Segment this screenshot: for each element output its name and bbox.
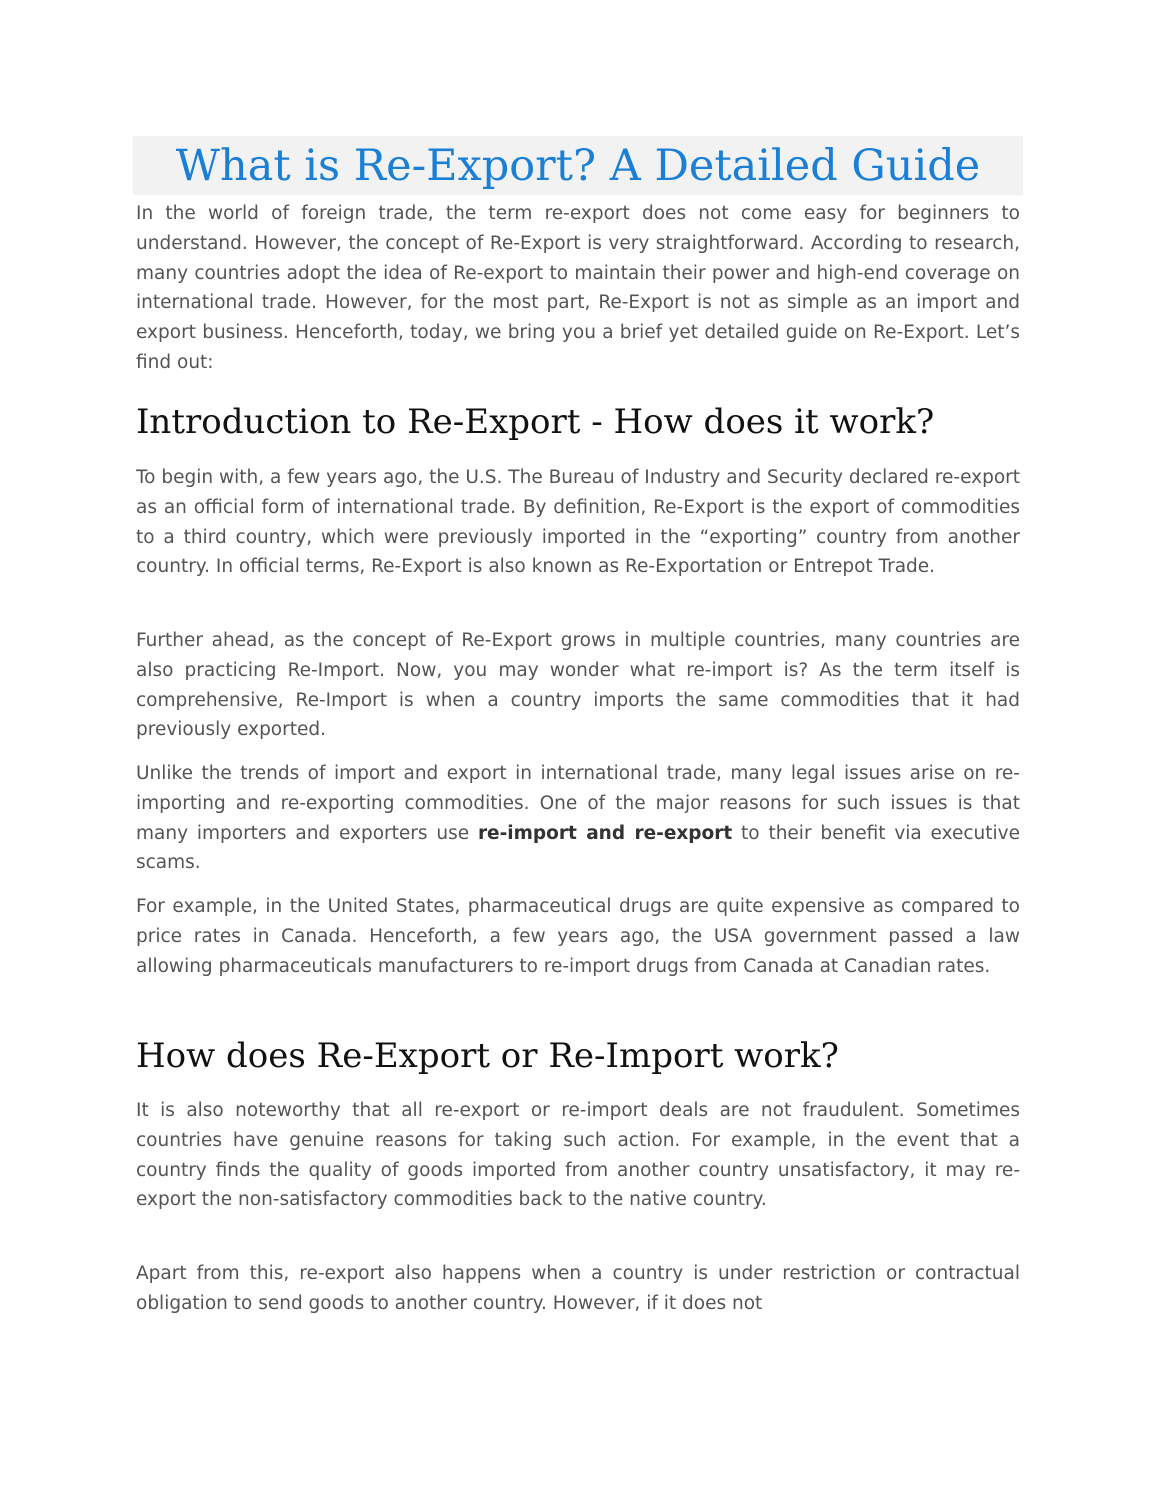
section1-paragraph-4: For example, in the United States, pharmaceutical drugs are quite expensive as compared to price rates in Canada. Henceforth, a few years ago, the USA government passed a law allowing pharmaceuticals manufacturers to re-import drugs from Canada at Canadian rates. [136,896,1020,977]
section1-paragraph-3-text-before: Unlike the trends of import and export in international trade, many legal issues arise on re-importing and re-exporting commodities. One of the major reasons for such issues is that many importers and exporters use [136,763,1020,844]
section1-paragraph-2: Further ahead, as the concept of Re-Export grows in multiple countries, many countries are also practicing Re-Import. Now, you may wonder what re-import is? As the term itself is comprehensive, Re-Import is when a country imports the same commodities that it had previously exported. [136,630,1020,741]
section-heading-how-it-works: How does Re-Export or Re-Import work? [136,1036,839,1076]
section2-paragraph-2: Apart from this, re-export also happens when a country is under restriction or contractual obligation to send goods to another country. However, if it does not [136,1263,1020,1314]
bold-phrase: re-import and re-export [477,822,733,844]
section2-paragraph-1: It is also noteworthy that all re-export or re-import deals are not fraudulent. Sometimes countries have genuine reasons for taking such action. For example, in the event that a country finds the quality of goods imported from another country unsatisfactory, it may re-export the non-satisfactory commodities back to the native country. [136,1100,1020,1211]
section1-paragraph-3-text-after: to their benefit via executive scams. [136,822,1020,874]
section-heading-introduction: Introduction to Re-Export - How does it work? [136,402,935,442]
section1-paragraph-1: To begin with, a few years ago, the U.S. The Bureau of Industry and Security declared re-export as an official form of international trade. By definition, Re-Export is the export of commodities to a third country, which were previously imported in the “exporting” country from another country. In official terms, Re-Export is also known as Re-Exportation or Entrepot Trade. [136,467,1020,578]
intro-paragraph: In the world of foreign trade, the term re-export does not come easy for beginners to understand. However, the concept of Re-Export is very straightforward. According to research, many countries adopt the idea of Re-export to maintain their power and high-end coverage on international trade. However, for the most part, Re-Export is not as simple as an import and export business. Henceforth, today, we bring you a brief yet detailed guide on Re-Export. Let’s find out: [136,203,1020,373]
page-title: What is Re-Export? A Detailed Guide [175,141,981,191]
section1-paragraph-3 [136,759,1020,878]
